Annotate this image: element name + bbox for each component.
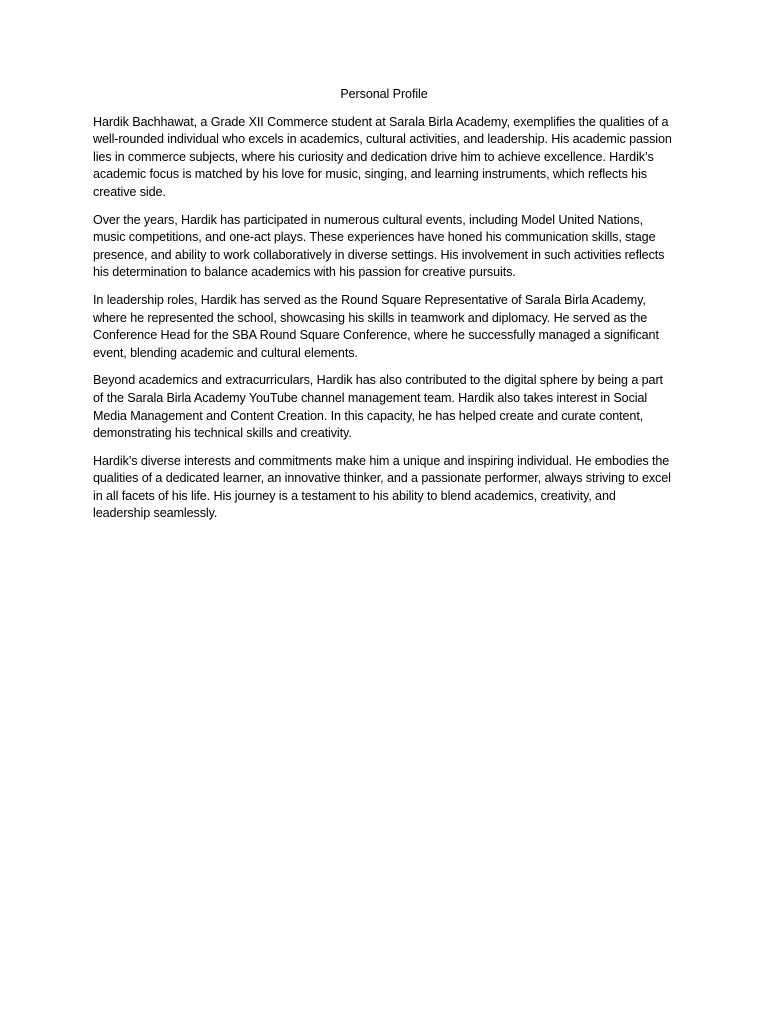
paragraph-intro: Hardik Bachhawat, a Grade XII Commerce student at Sarala Birla Academy, exemplifies the qualities of a well-rounded individual who excels in academics, cultural activities, and leadership. His academic passion lies in commerce subjects, where his curiosity and dedication drive him to achieve excellence. Hardik’s academic focus is matched by his love for music, singing, and learning instruments, which reflects his creative side. [93, 114, 672, 199]
paragraph-leadership: In leadership roles, Hardik has served as the Round Square Representative of Sarala Birla Academy, where he represented the school, showcasing his skills in teamwork and diplomacy. He served as the Conference Head for the SBA Round Square Conference, where he successfully managed a significant event, blending academic and cultural elements. [93, 292, 659, 360]
paragraph-digital: Beyond academics and extracurriculars, Hardik has also contributed to the digital sphere by being a part of the Sarala Birla Academy YouTube channel management team. Hardik also takes interest in Social Media Management and Content Creation. In this capacity, he has helped create and curate content, demonstrating his technical skills and creativity. [93, 373, 663, 441]
document-title: Personal Profile [340, 87, 428, 101]
paragraph-cultural-events: Over the years, Hardik has participated in numerous cultural events, including Model United Nations, music competitions, and one-act plays. These experiences have honed his communication skills, stage presence, and ability to work collaboratively in diverse settings. His involvement in such activities reflects his determination to balance academics with his passion for creative pursuits. [93, 212, 665, 280]
document-body [93, 86, 675, 533]
paragraph-conclusion: Hardik’s diverse interests and commitments make him a unique and inspiring individual. He embodies the qualities of a dedicated learner, an innovative thinker, and a passionate performer, always striving to excel in all facets of his life. His journey is a testament to his ability to blend academics, creativity, and leadership seamlessly. [93, 453, 671, 521]
